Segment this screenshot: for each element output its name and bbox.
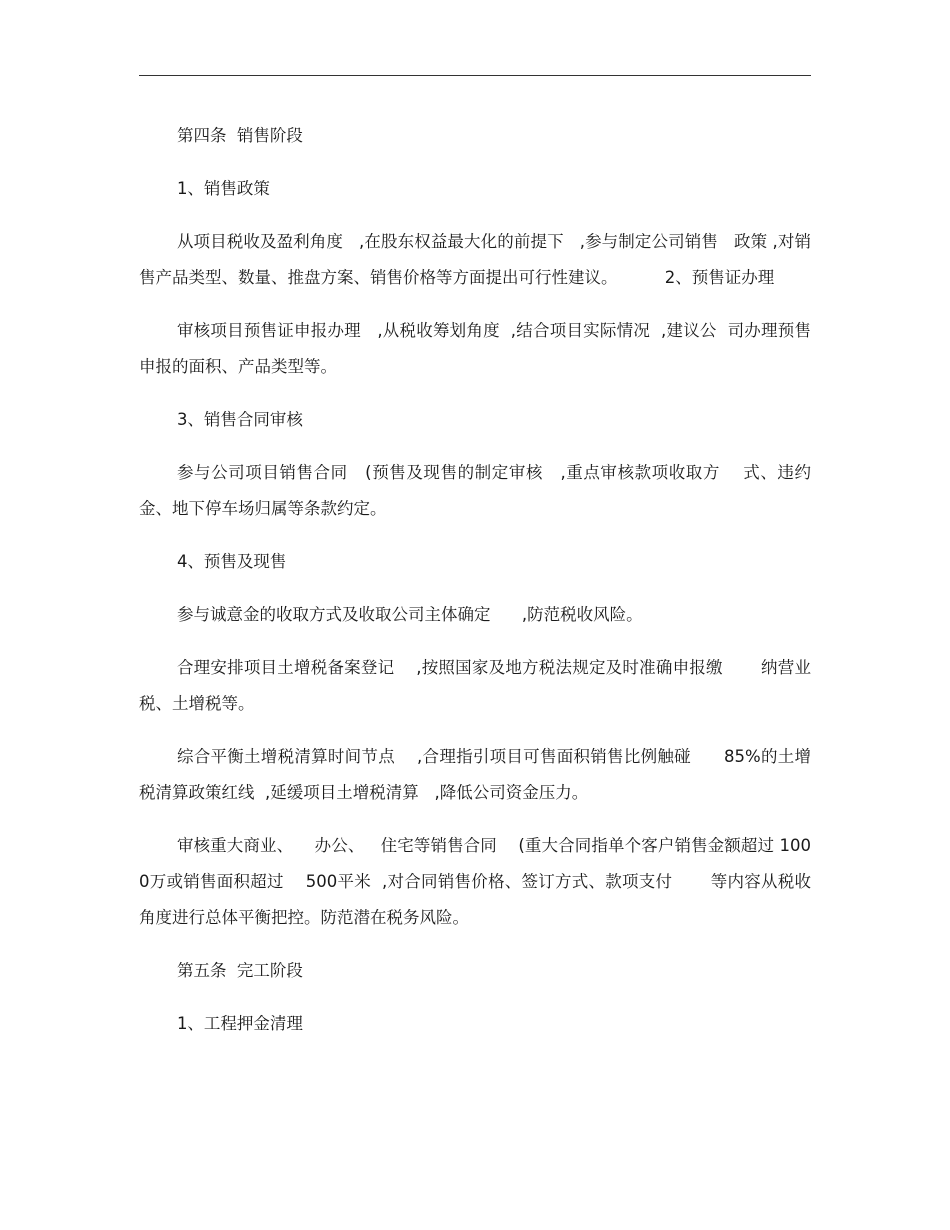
paragraph-tax-clearing: 综合平衡土增税清算时间节点 ,合理指引项目可售面积销售比例触碰 85%的土增税清算政策红线 ,延缓项目土增税清算 ,降低公司资金压力。 (139, 747, 811, 802)
subheading-contract-review: 3、销售合同审核 (176, 410, 303, 429)
paragraph-tax-filing: 合理安排项目土增税备案登记 ,按照国家及地方税法规定及时准确申报缴 纳营业税、土增税等。 (139, 658, 811, 713)
paragraph-deposit: 参与诚意金的收取方式及收取公司主体确定 ,防范税收风险。 (176, 605, 643, 624)
header-rule (139, 75, 811, 76)
section-heading-4: 第四条 销售阶段 (176, 126, 303, 145)
document-body (139, 118, 811, 1059)
subheading-presale-sale: 4、预售及现售 (176, 552, 287, 571)
subheading-sales-policy: 1、销售政策 (176, 179, 270, 198)
subheading-deposit-cleanup: 1、工程押金清理 (176, 1014, 303, 1033)
section-heading-5: 第五条 完工阶段 (176, 961, 303, 980)
paragraph-sales-policy: 从项目税收及盈利角度 ,在股东权益最大化的前提下 ,参与制定公司销售 政策 ,对销售产品类型、数量、推盘方案、销售价格等方面提出可行性建议。 2、预售证办理 (139, 232, 811, 287)
paragraph-major-contracts: 审核重大商业、 办公、 住宅等销售合同 (重大合同指单个客户销售金额超过 1000万或销售面积超过 500平米 ,对合同销售价格、签订方式、款项支付 等内容从税收角度进行总体平衡把控。防范潜在税务风险。 (139, 836, 811, 927)
paragraph-presale-permit: 审核项目预售证申报办理 ,从税收筹划角度 ,结合项目实际情况 ,建议公 司办理预售申报的面积、产品类型等。 (139, 321, 811, 376)
paragraph-contract-review: 参与公司项目销售合同 (预售及现售的制定审核 ,重点审核款项收取方 式、违约金、地下停车场归属等条款约定。 (139, 463, 811, 518)
